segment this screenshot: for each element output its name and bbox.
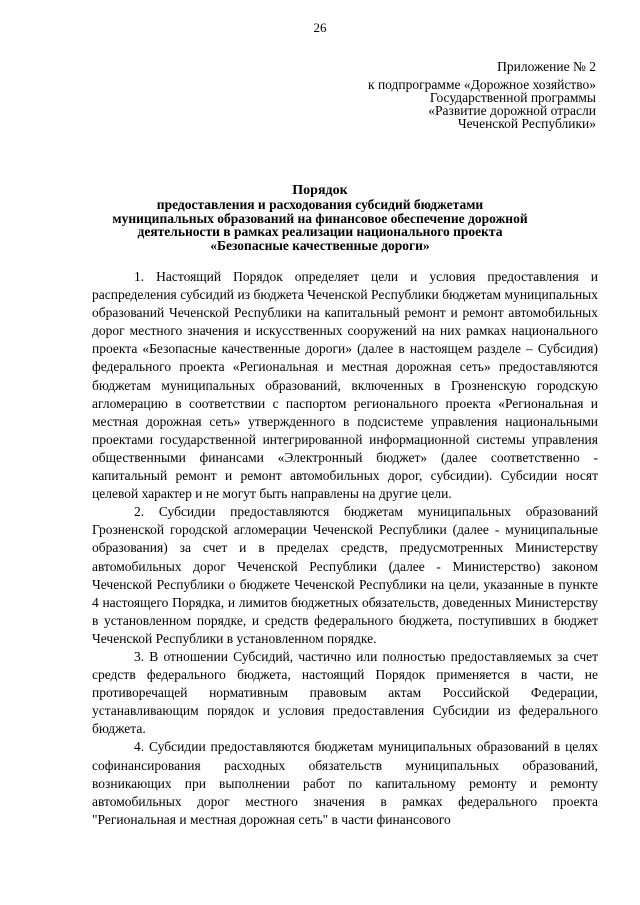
paragraph-3: 3. В отношении Субсидий, частично или полностью предоставляемых за счет средств федерального бюджета, настоящий Порядок применяется в части, не противоречащей нормативным правовым актам Российской Федерации, устанавливающим порядок и условия предоставления Субсидии из федерального бюджета. — [92, 648, 598, 737]
document-heading: Порядок — [292, 183, 348, 198]
annex-block — [368, 60, 596, 130]
annex-line: к подпрограмме «Дорожное хозяйство» — [368, 77, 596, 92]
page-number: 26 — [313, 20, 327, 35]
annex-line: «Развитие дорожной отрасли — [428, 103, 596, 118]
paragraph-1: 1. Настоящий Порядок определяет цели и условия предоставления и распределения субсидий из бюджета Чеченской Республики бюджетам муниципальных образований Чеченской Республики на капитальный ремонт и ремонт автомобильных дорог местного значения и искусственных сооружений на них рамках национального проекта «Безопасные качественные дороги» (далее в настоящем разделе – Субсидия) федерального проекта «Региональная и местная дорожная сеть» предоставляются бюджетам муниципальных образований, включенных в Грозненскую городскую агломерацию в соответствии с паспортом регионального проекта «Региональная и местная дорожная сеть» утвержденного в подсистеме управления национальными проектами государственной интегрированной информационной системы управления общественными финансами «Электронный бюджет» (далее соответственно - капитальный ремонт и ремонт автомобильных дорог, субсидии). Субсидии носят целевой характер и не могут быть направлены на другие цели. — [92, 269, 598, 502]
annex-line: Государственной программы — [429, 90, 596, 105]
paragraph-2: 2. Субсидии предоставляются бюджетам муниципальных образований Грозненской городской агломерации Чеченской Республики (далее - муниципальные образования) за счет и в пределах средств, предусмотренных Министерству автомобильных дорог Чеченской Республики (далее - Министерство) законом Чеченской Республики о бюджете Чеченской Республики на цели, указанные в пункте 4 настоящего Порядка, и лимитов бюджетных обязательств, доведенных Министерству в установленном порядке, и средств федерального бюджета, поступивших в бюджет Чеченской Республики в установленном порядке. — [92, 504, 598, 646]
annex-title: Приложение № 2 — [497, 59, 596, 74]
document-subheading: предоставления и расходования субсидий бюджетами муниципальных образований на финансовое обеспечение дорожной деятельности в рамках реализации национального проекта «Безопасные качественные дороги» — [112, 197, 528, 253]
document-body — [92, 268, 598, 829]
paragraph-4: 4. Субсидии предоставляются бюджетам муниципальных образований в целях софинансирования расходных обязательств муниципальных образований, возникающих при выполнении работ по капитальному ремонту и ремонту автомобильных дорог местного значения в рамках федерального проекта "Региональная и местная дорожная сеть" в части финансового — [92, 739, 598, 827]
annex-line: Чеченской Республики» — [457, 116, 596, 131]
